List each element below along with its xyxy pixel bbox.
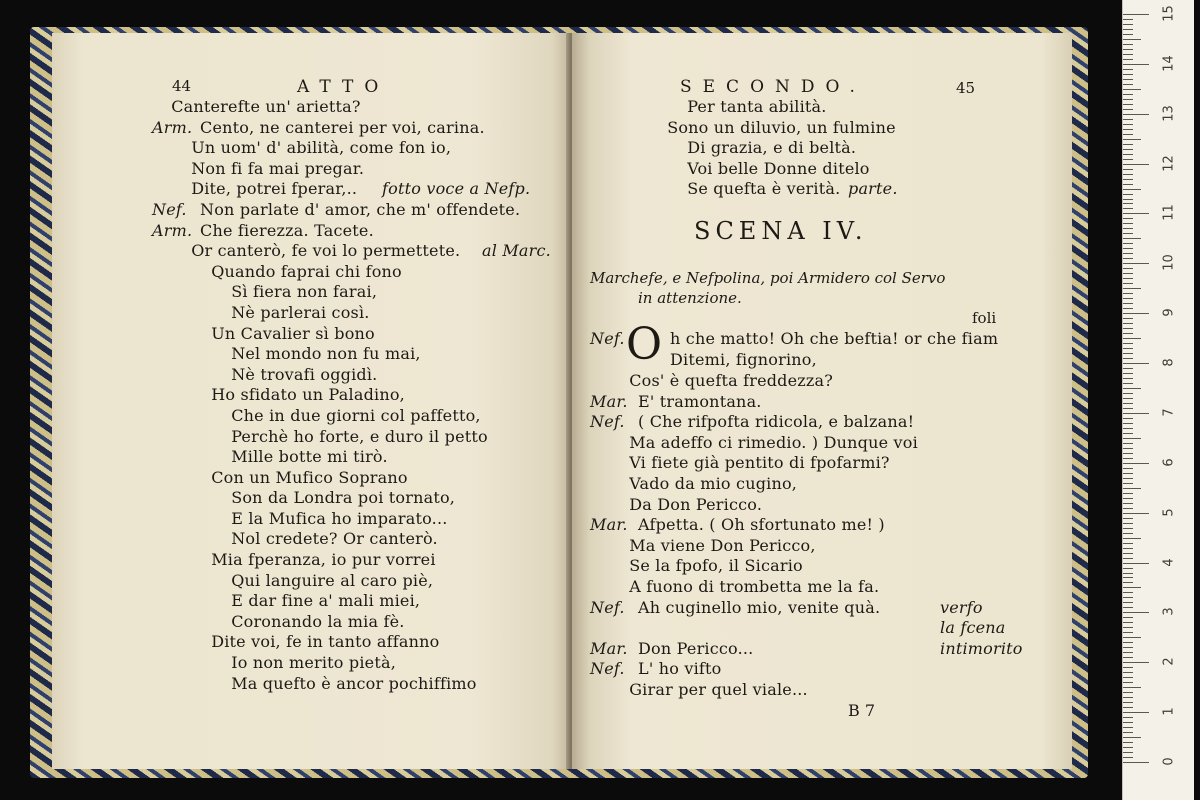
ruler-tick	[1123, 587, 1141, 588]
verse-text: Un Cavalier sì bono	[211, 323, 375, 343]
verse-text: L' ho vifto	[638, 659, 722, 679]
verse-text: Coronando la mia fè.	[231, 611, 405, 631]
ruler-tick	[1123, 742, 1133, 743]
left-page-number: 44	[172, 77, 192, 95]
ruler-tick	[1123, 338, 1141, 339]
verse-text: Girar per quel viale...	[629, 679, 808, 699]
ruler-tick	[1123, 383, 1133, 384]
ruler-tick	[1123, 114, 1149, 115]
ruler-tick	[1123, 637, 1141, 638]
ruler-tick	[1123, 393, 1133, 394]
ruler-label: 3	[1161, 607, 1177, 617]
ruler-tick	[1123, 687, 1141, 688]
ruler-tick	[1123, 478, 1133, 479]
ruler-tick	[1123, 134, 1133, 135]
measuring-ruler	[1122, 0, 1194, 800]
ruler-tick	[1123, 353, 1133, 354]
ruler-tick	[1123, 378, 1133, 379]
ruler-tick	[1123, 263, 1149, 264]
ruler-tick	[1123, 682, 1133, 683]
ruler-tick	[1123, 458, 1133, 459]
verse-text: Mille botte mi tirò.	[231, 447, 388, 467]
verse-text: Perchè ho forte, e duro il petto	[231, 426, 488, 446]
verse-text: Voi belle Donne ditelo	[687, 158, 870, 178]
ruler-tick	[1123, 298, 1133, 299]
ruler-tick	[1123, 323, 1133, 324]
ruler-tick	[1123, 159, 1133, 160]
ruler-label: 0	[1161, 757, 1177, 766]
ruler-tick	[1123, 607, 1133, 608]
stage-direction: al Marc.	[482, 241, 551, 261]
ruler-tick	[1123, 707, 1133, 708]
ruler-tick	[1123, 238, 1141, 239]
verse-text: Cento, ne canterei per voi, carina.	[200, 117, 485, 137]
verse-text: Mia fperanza, io pur vorrei	[211, 550, 436, 570]
ruler-tick	[1123, 597, 1133, 598]
speaker-name: Mar.	[590, 515, 628, 535]
ruler-tick	[1123, 69, 1133, 70]
ruler-tick	[1123, 89, 1141, 90]
verse-text: Ho sfidato un Paladino,	[211, 385, 405, 405]
cast-line-2: in attenzione.	[638, 289, 742, 307]
ruler-tick	[1123, 253, 1133, 254]
ruler-tick	[1123, 558, 1133, 559]
ruler-tick	[1123, 518, 1133, 519]
ruler-tick	[1123, 34, 1133, 35]
verse-text: E' tramontana.	[638, 391, 762, 411]
ruler-tick	[1123, 368, 1133, 369]
speaker-name: Arm.	[152, 220, 193, 240]
ruler-tick	[1123, 662, 1149, 663]
ruler-tick	[1123, 169, 1133, 170]
ruler-tick	[1123, 258, 1133, 259]
ruler-tick	[1123, 652, 1133, 653]
ruler-label: 14	[1161, 55, 1177, 72]
ruler-tick	[1123, 119, 1133, 120]
ruler-label: 6	[1161, 458, 1177, 467]
verse-text: Cos' è quefta freddezza?	[629, 371, 834, 390]
verse-text: Nè parlerai così.	[231, 302, 370, 322]
ruler-tick	[1123, 273, 1133, 274]
ruler-label: 9	[1161, 308, 1177, 317]
ruler-tick	[1123, 488, 1141, 489]
ruler-tick	[1123, 39, 1141, 40]
ruler-tick	[1123, 538, 1141, 539]
scene-heading: SCENA IV.	[694, 217, 868, 245]
verse-text: Dite voi, fe in tanto affanno	[211, 632, 440, 652]
ruler-tick	[1123, 697, 1133, 698]
ruler-tick	[1123, 408, 1133, 409]
ruler-tick	[1123, 548, 1133, 549]
stage-direction: intimorito	[940, 638, 1023, 658]
ruler-tick	[1123, 747, 1133, 748]
verse-text: Nol credete? Or canterò.	[231, 529, 438, 549]
ruler-tick	[1123, 592, 1133, 593]
scene-opening	[590, 319, 1050, 373]
ruler-tick	[1123, 553, 1133, 554]
ruler-tick	[1123, 84, 1133, 85]
right-running-head: SECONDO.	[680, 77, 866, 97]
ruler-tick	[1123, 139, 1141, 140]
ruler-tick	[1123, 109, 1133, 110]
ruler-tick	[1123, 233, 1133, 234]
ruler-tick	[1123, 438, 1141, 439]
ruler-tick	[1123, 74, 1133, 75]
ruler-tick	[1123, 54, 1133, 55]
verse-text: Nel mondo non fu mai,	[231, 344, 421, 364]
ruler-tick	[1123, 647, 1133, 648]
verse-text: Da Don Pericco.	[629, 494, 763, 514]
ruler-tick	[1123, 208, 1133, 209]
ruler-tick	[1123, 508, 1133, 509]
verse-text: Canterefte un' arietta?	[171, 97, 361, 116]
verse-text: Che in due giorni col paffetto,	[231, 405, 481, 425]
ruler-tick	[1123, 124, 1133, 125]
ruler-label: 8	[1161, 358, 1177, 367]
speaker-name: Mar.	[590, 391, 628, 411]
ruler-tick	[1123, 283, 1133, 284]
ruler-tick	[1123, 333, 1133, 334]
ruler-label: 4	[1161, 557, 1177, 567]
verse-text: Con un Mufico Soprano	[211, 467, 408, 487]
ruler-tick	[1123, 468, 1133, 469]
verse-text: Vi fiete già pentito di fpofarmi?	[629, 453, 890, 473]
left-running-head: ATTO	[297, 77, 390, 97]
verse-text: Nè trovafi oggidì.	[231, 364, 378, 384]
ruler-tick	[1123, 104, 1133, 105]
ruler-tick	[1123, 483, 1133, 484]
ruler-tick	[1123, 642, 1133, 643]
ruler-tick	[1123, 154, 1133, 155]
ruler-tick	[1123, 762, 1149, 763]
ruler-tick	[1123, 19, 1133, 20]
verse-text: Sì fiera non farai,	[231, 282, 378, 302]
speaker-name: Nef.	[590, 597, 625, 617]
ruler-tick	[1123, 144, 1133, 145]
verse-text: Don Pericco...	[638, 638, 754, 658]
ruler-label: 13	[1161, 104, 1177, 122]
ruler-tick	[1123, 513, 1149, 514]
ruler-tick	[1123, 493, 1133, 494]
verse-text: E dar fine a' mali miei,	[231, 591, 421, 611]
ruler-tick	[1123, 29, 1133, 30]
opening-line-2: Ditemi, fignorino,	[670, 349, 817, 369]
ruler-tick	[1123, 418, 1133, 419]
ruler-tick	[1123, 757, 1133, 758]
ruler-tick	[1123, 313, 1149, 314]
verse-text: Io non merito pietà,	[231, 653, 396, 673]
ruler-tick	[1123, 503, 1133, 504]
verse-text: Or canterò, fe voi lo permettete.	[191, 241, 461, 261]
speaker-name: Nef.	[590, 412, 625, 432]
stage-direction: la fcena	[940, 618, 1006, 638]
ruler-tick	[1123, 328, 1133, 329]
verse-text: Ah cuginello mio, venite quà.	[638, 597, 881, 617]
ruler-tick	[1123, 348, 1133, 349]
speaker-name: Nef.	[152, 199, 187, 219]
ruler-tick	[1123, 248, 1133, 249]
verse-text: Se la fpofo, il Sicario	[629, 556, 803, 576]
ruler-tick	[1123, 218, 1133, 219]
ruler-tick	[1123, 363, 1149, 364]
verse-text: Non fi fa mai pregar.	[191, 158, 365, 178]
verse-text: Afpetta. ( Oh sfortunato me! )	[638, 515, 885, 535]
ruler-label: 15	[1161, 5, 1177, 22]
ruler-tick	[1123, 657, 1133, 658]
verse-text: Non parlate d' amor, che m' offendete.	[200, 199, 521, 219]
ruler-tick	[1123, 179, 1133, 180]
ruler-tick	[1123, 582, 1133, 583]
stage-direction: parte.	[848, 179, 898, 199]
ruler-tick	[1123, 543, 1133, 544]
ruler-label: 12	[1161, 154, 1177, 172]
ruler-tick	[1123, 443, 1133, 444]
ruler-tick	[1123, 174, 1133, 175]
ruler-tick	[1123, 24, 1133, 25]
ruler-tick	[1123, 199, 1133, 200]
ruler-tick	[1123, 473, 1133, 474]
ruler-tick	[1123, 448, 1133, 449]
ruler-tick	[1123, 568, 1133, 569]
drop-cap-letter: O	[626, 319, 663, 370]
speaker-name: Mar.	[590, 638, 628, 658]
ruler-tick	[1123, 99, 1133, 100]
ruler-tick	[1123, 577, 1133, 578]
right-page-number: 45	[956, 79, 976, 97]
verse-text: ( Che rifpofta ridicola, e balzana!	[638, 412, 915, 432]
drop-cap-speaker: Nef.	[590, 329, 625, 348]
ruler-tick	[1123, 373, 1133, 374]
verse-text: Ma quefto è ancor pochiffimo	[231, 673, 477, 693]
opening-line-1: h che matto! Oh che beftia! or che fiam	[670, 329, 999, 348]
ruler-tick	[1123, 752, 1133, 753]
ruler-tick	[1123, 44, 1133, 45]
ruler-tick	[1123, 164, 1149, 165]
verse-text: Qui languire al caro piè,	[231, 570, 434, 590]
ruler-tick	[1123, 602, 1133, 603]
speaker-name: Arm.	[152, 117, 193, 137]
ruler-tick	[1123, 413, 1149, 414]
verse-text: Dite, potrei fperar,..	[191, 179, 358, 199]
verse-text: Son da Londra poi tornato,	[231, 488, 456, 508]
ruler-tick	[1123, 528, 1133, 529]
ruler-tick	[1123, 14, 1149, 15]
ruler-tick	[1123, 712, 1149, 713]
signature-mark: B 7	[848, 701, 876, 720]
ruler-tick	[1123, 318, 1133, 319]
stage-direction: verfo	[940, 597, 983, 617]
speaker-name: Nef.	[590, 659, 625, 679]
ruler-label: 2	[1161, 657, 1177, 666]
ruler-tick	[1123, 453, 1133, 454]
ruler-label: 7	[1161, 408, 1177, 417]
ruler-tick	[1123, 617, 1133, 618]
ruler-tick	[1123, 428, 1133, 429]
ruler-tick	[1123, 622, 1133, 623]
ruler-tick	[1123, 308, 1133, 309]
ruler-label: 5	[1161, 508, 1177, 517]
ruler-tick	[1123, 288, 1141, 289]
ruler-tick	[1123, 433, 1133, 434]
ruler-label: 1	[1161, 707, 1177, 716]
ruler-tick	[1123, 194, 1133, 195]
verse-text: E la Mufica ho imparato...	[231, 508, 448, 528]
ruler-tick	[1123, 722, 1133, 723]
ruler-tick	[1123, 627, 1133, 628]
ruler-tick	[1123, 293, 1133, 294]
ruler-label: 10	[1161, 254, 1177, 272]
ruler-tick	[1123, 213, 1149, 214]
ruler-tick	[1123, 94, 1133, 95]
ruler-tick	[1123, 49, 1133, 50]
ruler-tick	[1123, 667, 1133, 668]
ruler-tick	[1123, 59, 1133, 60]
verse-text: Sono un diluvio, un fulmine	[667, 117, 896, 137]
ruler-tick	[1123, 632, 1133, 633]
ruler-tick	[1123, 149, 1133, 150]
ruler-tick	[1123, 223, 1133, 224]
ruler-tick	[1123, 677, 1133, 678]
verse-text: Che fierezza. Tacete.	[200, 220, 374, 240]
ruler-label: 11	[1161, 204, 1177, 222]
ruler-tick	[1123, 358, 1133, 359]
ruler-tick	[1123, 189, 1141, 190]
ruler-tick	[1123, 737, 1141, 738]
ruler-tick	[1123, 727, 1133, 728]
ruler-tick	[1123, 672, 1133, 673]
verse-text: Di grazia, e di beltà.	[687, 138, 857, 158]
verse-text: Se quefta è verità.	[687, 179, 841, 199]
ruler-tick	[1123, 702, 1133, 703]
ruler-tick	[1123, 423, 1133, 424]
ruler-tick	[1123, 129, 1133, 130]
ruler-tick	[1123, 692, 1133, 693]
left-page	[52, 33, 572, 769]
ruler-tick	[1123, 64, 1149, 65]
ruler-tick	[1123, 343, 1133, 344]
cast-line-1: Marchefe, e Nefpolina, poi Armidero col Servo	[590, 269, 946, 287]
ruler-tick	[1123, 717, 1133, 718]
ruler-tick	[1123, 388, 1141, 389]
ruler-tick	[1123, 563, 1149, 564]
ruler-tick	[1123, 612, 1149, 613]
cast-soli: foli	[972, 309, 997, 327]
ruler-tick	[1123, 463, 1149, 464]
ruler-tick	[1123, 79, 1133, 80]
verse-text: Vado da mio cugino,	[629, 473, 798, 493]
stage-direction: fotto voce a Nefp.	[382, 179, 531, 199]
ruler-tick	[1123, 278, 1133, 279]
verse-text: Ma viene Don Pericco,	[629, 535, 816, 555]
ruler-tick	[1123, 533, 1133, 534]
verse-text: Un uom' d' abilità, come fon io,	[191, 138, 452, 158]
ruler-tick	[1123, 732, 1133, 733]
ruler-tick	[1123, 403, 1133, 404]
ruler-tick	[1123, 573, 1133, 574]
ruler-tick	[1123, 243, 1133, 244]
ruler-tick	[1123, 398, 1133, 399]
ruler-tick	[1123, 303, 1133, 304]
ruler-tick	[1123, 498, 1133, 499]
ruler-tick	[1123, 523, 1133, 524]
verse-text: Per tanta abilità.	[687, 97, 827, 116]
ruler-tick	[1123, 184, 1133, 185]
verse-text: Ma adeffo ci rimedio. ) Dunque voi	[629, 432, 918, 452]
ruler-tick	[1123, 268, 1133, 269]
verse-text: Quando faprai chi fono	[211, 261, 402, 281]
verse-text: A fuono di trombetta me la fa.	[629, 576, 880, 596]
ruler-tick	[1123, 228, 1133, 229]
right-page	[572, 33, 1072, 769]
ruler-tick	[1123, 203, 1133, 204]
